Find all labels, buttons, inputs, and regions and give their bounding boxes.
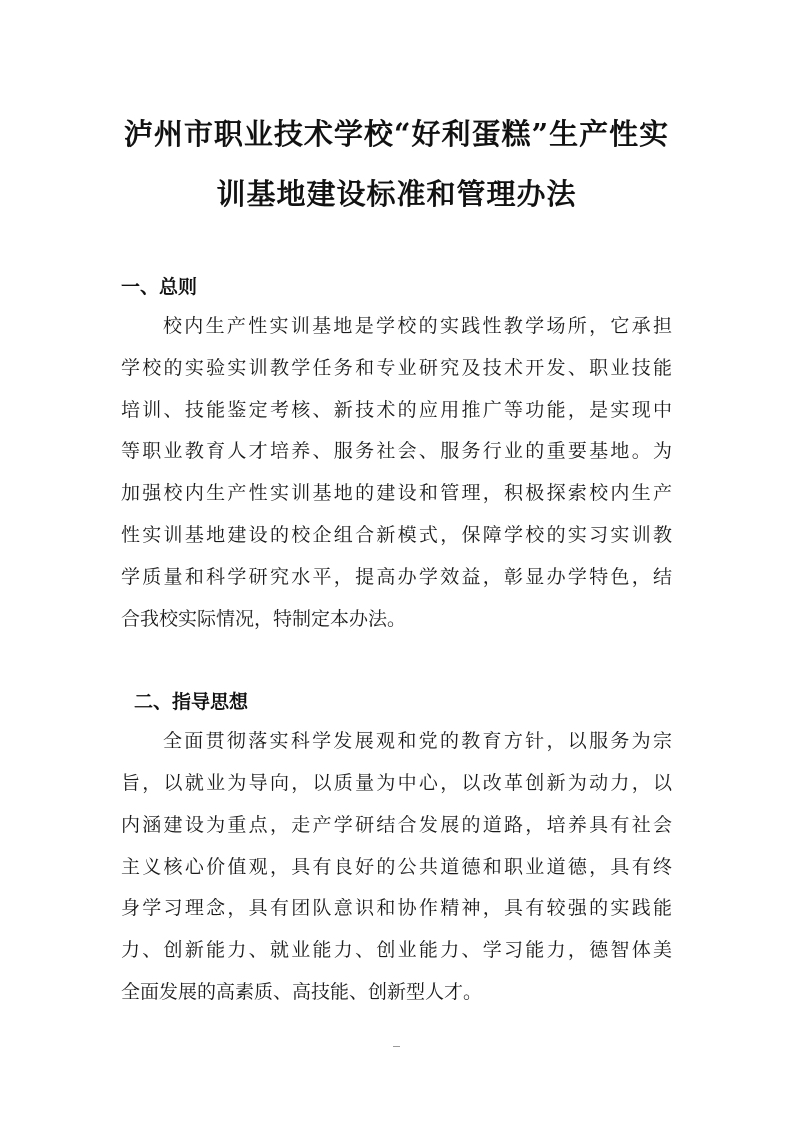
paragraph-line: 力、创新能力、就业能力、创业能力、学习能力，德智体美 <box>121 939 672 961</box>
paragraph-line: 学质量和科学研究水平，提高办学效益，彰显办学特色，结 <box>121 566 672 588</box>
paragraph-line: 加强校内生产性实训基地的建设和管理，积极探索校内生产 <box>121 482 672 504</box>
paragraph-line: 内涵建设为重点，走产学研结合发展的道路，培养具有社会 <box>121 814 672 836</box>
paragraph-line: 校内生产性实训基地是学校的实践性教学场所，它承担 <box>163 315 672 337</box>
paragraph-line: 性实训基地建设的校企组合新模式，保障学校的实习实训教 <box>121 524 672 546</box>
paragraph-line: 培训、技能鉴定考核、新技术的应用推广等功能，是实现中 <box>121 399 672 421</box>
paragraph-line: 身学习理念，具有团队意识和协作精神，具有较强的实践能 <box>121 897 672 919</box>
paragraph-line: 等职业教育人才培养、服务社会、服务行业的重要基地。为 <box>121 440 672 462</box>
paragraph-line: 合我校实际情况，特制定本办法。 <box>121 608 407 630</box>
paragraph-line: 学校的实验实训教学任务和专业研究及技术开发、职业技能 <box>121 357 672 379</box>
document-title-line-2: 训基地建设标准和管理办法 <box>216 177 577 211</box>
section-heading-general-principles: 一、总则 <box>121 276 198 298</box>
paragraph-line: 全面发展的高素质、高技能、创新型人才。 <box>121 981 483 1003</box>
page-footer-mark <box>393 1046 400 1047</box>
paragraph-line: 主义核心价值观，具有良好的公共道德和职业道德，具有终 <box>121 856 672 878</box>
document-title-line-1: 泸州市职业技术学校“好利蛋糕”生产性实 <box>123 117 670 151</box>
section-heading-guiding-ideology: 二、指导思想 <box>134 691 249 713</box>
paragraph-line: 全面贯彻落实科学发展观和党的教育方针，以服务为宗 <box>163 730 672 752</box>
paragraph-line: 旨，以就业为导向，以质量为中心，以改革创新为动力，以 <box>121 772 672 794</box>
